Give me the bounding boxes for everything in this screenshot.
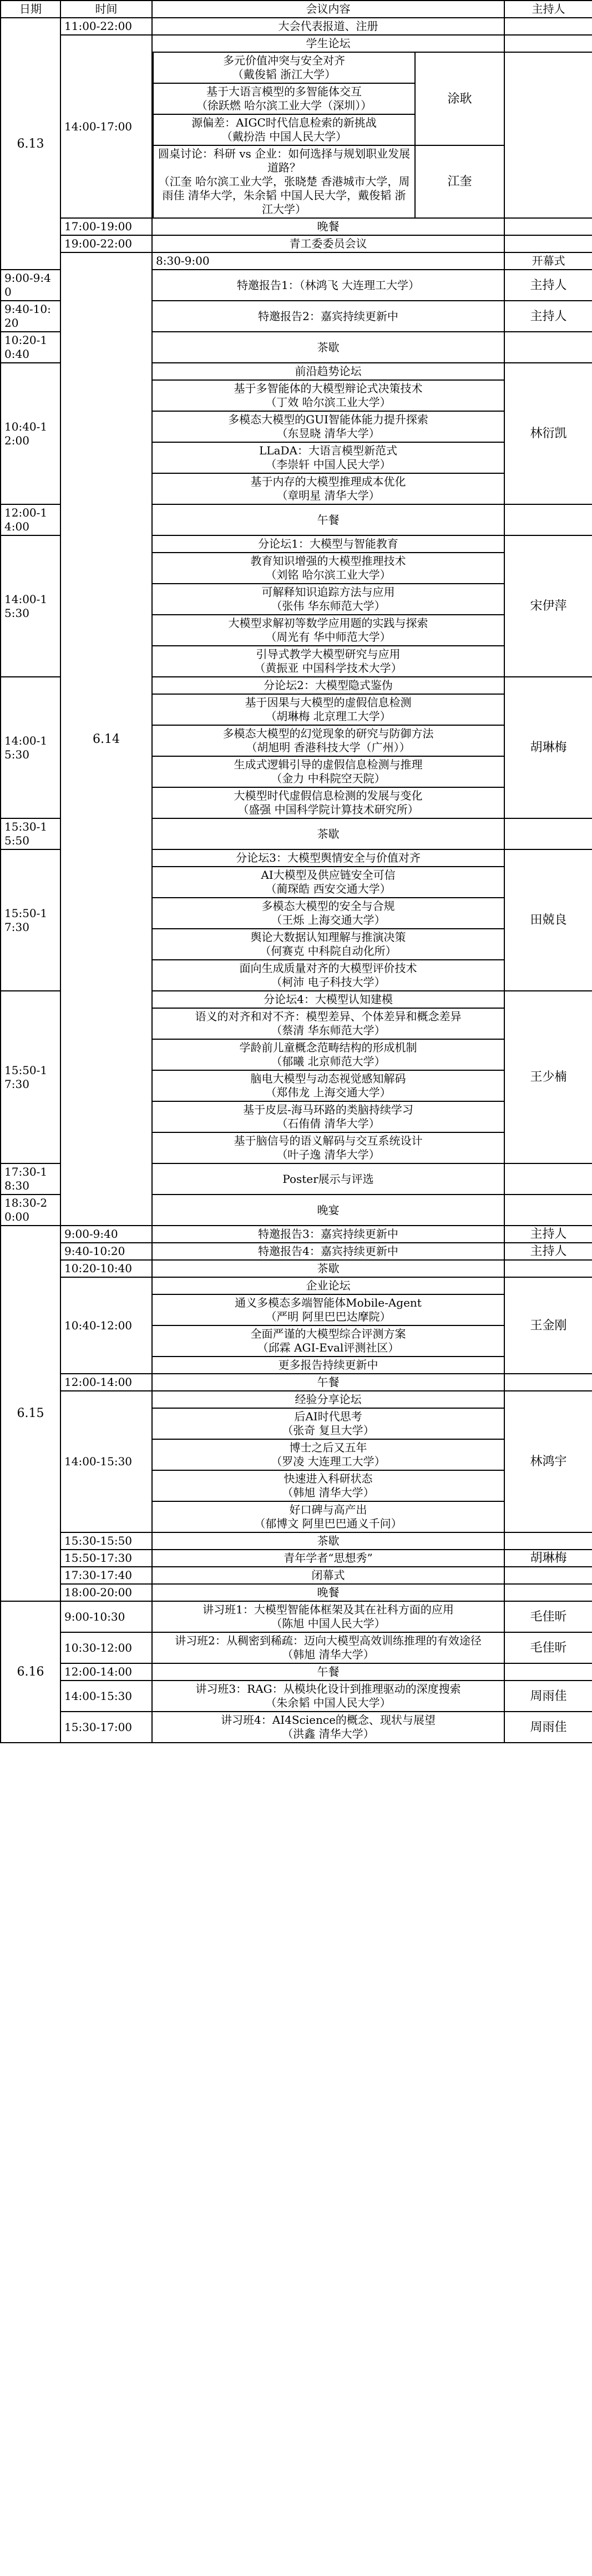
talk-item: 多模态大模型的幻觉现象的研究与防御方法 （胡旭明 香港科技大学（广州）） — [153, 725, 504, 756]
talk-item: 引导式教学大模型研究与应用 （黄振亚 中国科学技术大学） — [254, 647, 402, 675]
talk-item: 全面严谨的大模型综合评测方案 （邱霖 AGI-Eval评测社区） — [153, 1325, 504, 1357]
talk-item: 面向生成质量对齐的大模型评价技术 （柯沛 电子科技大学） — [239, 961, 417, 989]
time-cell: 9:00-9:40 — [1, 270, 60, 301]
session-title: 午餐 — [152, 504, 504, 535]
talk-item: 圆桌讨论：科研 vs 企业：如何选择与规划职业发展道路？ （江奎 哈尔滨工业大学，张晓楚 香港城市大学，周雨佳 清华大学，朱余韬 中国人民大学，戴俊韬 浙江大学） — [153, 145, 415, 217]
table-row — [1, 1532, 592, 1550]
talk-item: 基于大语言模型的多智能体交互 （徐跃燃 哈尔滨工业大学（深圳）） — [153, 83, 415, 114]
session-title: 茶歇 — [152, 1532, 504, 1550]
date-cell: 6.16 — [1, 1601, 60, 1743]
time-cell: 14:00-17:00 — [60, 35, 152, 218]
host-cell: 胡琳梅 — [504, 1550, 592, 1567]
time-cell: 8:30-9:00 — [152, 252, 504, 270]
date-cell: 6.15 — [1, 1226, 60, 1601]
time-cell: 9:40-10:20 — [60, 1243, 152, 1260]
time-cell: 12:00-14:00 — [60, 1663, 152, 1681]
workshop-title: 讲习班1：大模型智能体框架及其在社科方面的应用 （陈旭 中国人民大学） — [152, 1601, 504, 1632]
session-title: 特邀报告1：（林鸿飞 大连理工大学） — [152, 270, 504, 301]
forum-header: 分论坛2：大模型隐式鉴伪 — [153, 677, 504, 694]
time-cell: 10:20-10:40 — [60, 1260, 152, 1277]
talk-item: 基于内存的大模型推理成本优化 （章明星 清华大学） — [250, 475, 406, 502]
host-cell: 林鸿宇 — [504, 1391, 592, 1532]
table-row — [1, 1584, 592, 1601]
host-cell — [504, 504, 592, 535]
session-title: 特邀报告4：嘉宾持续更新中 — [152, 1243, 504, 1260]
table-row — [1, 35, 592, 52]
time-cell: 15:30-17:00 — [60, 1712, 152, 1743]
host-cell: 主持人 — [504, 1243, 592, 1260]
host-cell: 主持人 — [504, 270, 592, 301]
host-cell — [504, 18, 592, 35]
time-cell: 17:30-17:40 — [60, 1567, 152, 1584]
session-title: 特邀报告3：嘉宾持续更新中 — [152, 1226, 504, 1243]
session-title: 青工委委员会议 — [152, 235, 504, 252]
time-cell: 12:00-14:00 — [60, 1374, 152, 1391]
forum-header: 分论坛1：大模型与智能教育 — [153, 536, 504, 553]
forum-header: 企业论坛 — [153, 1278, 504, 1294]
host-cell — [504, 1567, 592, 1584]
table-row — [1, 1243, 592, 1260]
session-title: 午餐 — [152, 1663, 504, 1681]
time-cell: 14:00-15:30 — [60, 1681, 152, 1712]
talk-item: 博士之后又五年 （罗凌 大连理工大学） — [153, 1439, 504, 1470]
header-row — [1, 1, 592, 18]
table-row — [1, 1277, 592, 1374]
forum-talks — [152, 363, 504, 504]
host-cell — [504, 1584, 592, 1601]
table-row — [1, 1601, 592, 1632]
host-cell: 林衍凯 — [504, 363, 592, 504]
date-cell: 6.13 — [1, 18, 60, 270]
session-title: 晚餐 — [152, 218, 504, 235]
host-cell: 王金刚 — [504, 1277, 592, 1374]
talk-item: 生成式逻辑引导的虚假信息检测与推理 （金力 中科院空天院） — [153, 756, 504, 787]
host-cell: 涂耿 — [415, 53, 504, 145]
table-row — [1, 1663, 592, 1681]
talk-item: 通义多模态多端智能体Mobile-Agent （严明 阿里巴巴达摩院） — [153, 1294, 504, 1325]
talk-item: 大模型时代虚假信息检测的发展与变化 （盛强 中国科学院计算技术研究所） — [234, 789, 423, 816]
host-cell: 毛佳昕 — [504, 1632, 592, 1663]
time-cell: 18:30-20:00 — [1, 1195, 60, 1226]
session-title: 晚宴 — [152, 1195, 504, 1226]
time-cell: 9:40-10:20 — [1, 301, 60, 332]
host-cell — [504, 35, 592, 52]
table-row — [1, 1681, 592, 1712]
table-row — [1, 1632, 592, 1663]
host-cell: 周雨佳 — [504, 1681, 592, 1712]
header-time: 时间 — [60, 1, 152, 18]
header-content: 会议内容 — [152, 1, 504, 18]
talk-item: 可解释知识追踪方法与应用 （张伟 华东师范大学） — [153, 584, 504, 615]
time-cell: 11:00-22:00 — [60, 18, 152, 35]
host-cell: 宋伊萍 — [504, 535, 592, 677]
talk-item: 好口碑与高产出 （郁博文 阿里巴巴通义千问） — [254, 1503, 402, 1530]
host-cell — [504, 818, 592, 849]
host-cell: 江奎 — [415, 145, 504, 217]
host-cell — [504, 1195, 592, 1226]
talk-item: 多元价值冲突与安全对齐 （戴俊韬 浙江大学） — [153, 53, 415, 83]
forum-header: 分论坛4：大模型认知建模 — [153, 991, 504, 1008]
host-cell: 主持人 — [504, 301, 592, 332]
talk-item: 基于脑信号的语义解码与交互系统设计 （叶子逸 清华大学） — [234, 1134, 423, 1161]
session-title: 开幕式 — [504, 252, 592, 270]
talk-item: 后AI时代思考 （张奇 复旦大学） — [153, 1408, 504, 1439]
table-row — [1, 1712, 592, 1743]
forum-talks — [152, 677, 504, 818]
time-cell: 14:00-15:30 — [1, 535, 60, 677]
talk-item: 学龄前儿童概念范畴结构的形成机制 （郁曦 北京师范大学） — [153, 1039, 504, 1070]
host-cell: 毛佳昕 — [504, 1601, 592, 1632]
time-cell: 14:00-15:30 — [1, 677, 60, 818]
time-cell: 15:50-17:30 — [1, 849, 60, 991]
host-cell — [504, 1532, 592, 1550]
forum-header: 分论坛3：大模型舆情安全与价值对齐 — [153, 850, 504, 867]
talk-item: 快速进入科研状态 （韩旭 清华大学） — [153, 1470, 504, 1501]
host-cell — [504, 218, 592, 235]
host-cell — [504, 1260, 592, 1277]
time-cell: 10:30-12:00 — [60, 1632, 152, 1663]
time-cell: 19:00-22:00 — [60, 235, 152, 252]
forum-header: 经验分享论坛 — [153, 1391, 504, 1408]
host-cell: 胡琳梅 — [504, 677, 592, 818]
talk-item: 大模型求解初等数学应用题的实践与探索 （周光有 华中师范大学） — [153, 615, 504, 646]
host-cell — [504, 332, 592, 363]
table-row — [1, 1567, 592, 1584]
forum-header: 学生论坛 — [152, 35, 504, 52]
session-title: 晚餐 — [152, 1584, 504, 1601]
time-cell: 14:00-15:30 — [60, 1391, 152, 1532]
host-cell — [504, 1374, 592, 1391]
table-row — [1, 1374, 592, 1391]
time-cell: 15:50-17:30 — [60, 1550, 152, 1567]
forum-header: 前沿趋势论坛 — [153, 363, 504, 380]
table-row — [1, 18, 592, 35]
host-cell: 田兢良 — [504, 849, 592, 991]
talk-item: AI大模型及供应链安全可信 （蔺琛皓 西安交通大学） — [153, 867, 504, 898]
forum-talks — [152, 52, 504, 218]
forum-talks — [152, 991, 504, 1163]
workshop-title: 讲习班3：RAG：从模块化设计到推理驱动的深度搜索 （朱余韬 中国人民大学） — [152, 1681, 504, 1712]
header-host: 主持人 — [504, 1, 592, 18]
workshop-title: 讲习班2：从稠密到稀疏：迈向大模型高效训练推理的有效途径 （韩旭 清华大学） — [152, 1632, 504, 1663]
time-cell: 10:40-12:00 — [60, 1277, 152, 1374]
session-title: 茶歇 — [152, 1260, 504, 1277]
forum-talks — [152, 1391, 504, 1532]
host-cell — [504, 1663, 592, 1681]
table-row — [1, 235, 592, 252]
header-date: 日期 — [1, 1, 60, 18]
table-row — [1, 1226, 592, 1243]
session-title: 青年学者“思想秀” — [152, 1550, 504, 1567]
table-row — [1, 1260, 592, 1277]
time-cell: 10:20-10:40 — [1, 332, 60, 363]
talk-item: 舆论大数据认知理解与推演决策 （何赛克 中科院自动化所） — [153, 929, 504, 960]
talk-item: LLaDA：大语言模型新范式 （李崇轩 中国人民大学） — [153, 442, 504, 473]
workshop-title: 讲习班4：AI4Science的概念、现状与展望 （洪鑫 清华大学） — [152, 1712, 504, 1743]
time-cell: 12:00-14:00 — [1, 504, 60, 535]
talk-item: 源偏差：AIGC时代信息检索的新挑战 （戴扮浩 中国人民大学） — [153, 114, 415, 145]
talk-item: 基于多智能体的大模型辩论式决策技术 （丁效 哈尔滨工业大学） — [153, 380, 504, 411]
talk-item: 脑电大模型与动态视觉感知解码 （郑伟龙 上海交通大学） — [153, 1070, 504, 1101]
host-cell: 周雨佳 — [504, 1712, 592, 1743]
forum-talks — [152, 1277, 504, 1374]
time-cell: 15:50-17:30 — [1, 991, 60, 1163]
table-row — [1, 1391, 592, 1532]
table-row — [1, 1550, 592, 1567]
talk-item: 更多报告持续更新中 — [278, 1358, 378, 1371]
time-cell: 10:40-12:00 — [1, 363, 60, 504]
time-cell: 9:00-10:30 — [60, 1601, 152, 1632]
talk-item: 多模态大模型的安全与合规 （王烁 上海交通大学） — [153, 898, 504, 929]
table-row — [1, 252, 592, 270]
time-cell: 17:30-18:30 — [1, 1163, 60, 1195]
talk-item: 基于因果与大模型的虚假信息检测 （胡琳梅 北京理工大学） — [153, 694, 504, 725]
session-title: 茶歇 — [152, 332, 504, 363]
time-cell: 15:30-15:50 — [60, 1532, 152, 1550]
host-cell — [504, 1163, 592, 1195]
session-title: 大会代表报道、注册 — [152, 18, 504, 35]
time-cell: 17:00-19:00 — [60, 218, 152, 235]
date-cell: 6.14 — [60, 252, 152, 1226]
talk-item: 基于皮层-海马环路的类脑持续学习 （石侑倩 清华大学） — [153, 1101, 504, 1132]
table-row — [1, 218, 592, 235]
time-cell: 9:00-9:40 — [60, 1226, 152, 1243]
session-title: 闭幕式 — [152, 1567, 504, 1584]
host-cell: 主持人 — [504, 1226, 592, 1243]
forum-talks — [152, 535, 504, 677]
talk-item: 教育知识增强的大模型推理技术 （刘铭 哈尔滨工业大学） — [153, 553, 504, 584]
session-title: 午餐 — [152, 1374, 504, 1391]
host-cell — [504, 235, 592, 252]
time-cell: 18:00-20:00 — [60, 1584, 152, 1601]
session-title: 茶歇 — [152, 818, 504, 849]
time-cell: 15:30-15:50 — [1, 818, 60, 849]
talk-item: 语义的对齐和对不齐：模型差异、个体差异和概念差异 （蔡清 华东师范大学） — [153, 1008, 504, 1039]
host-cell: 王少楠 — [504, 991, 592, 1163]
session-title: 特邀报告2：嘉宾持续更新中 — [152, 301, 504, 332]
session-title: Poster展示与评选 — [152, 1163, 504, 1195]
talk-item: 多模态大模型的GUI智能体能力提升探索 （东昱晓 清华大学） — [153, 411, 504, 442]
forum-talks — [152, 849, 504, 991]
